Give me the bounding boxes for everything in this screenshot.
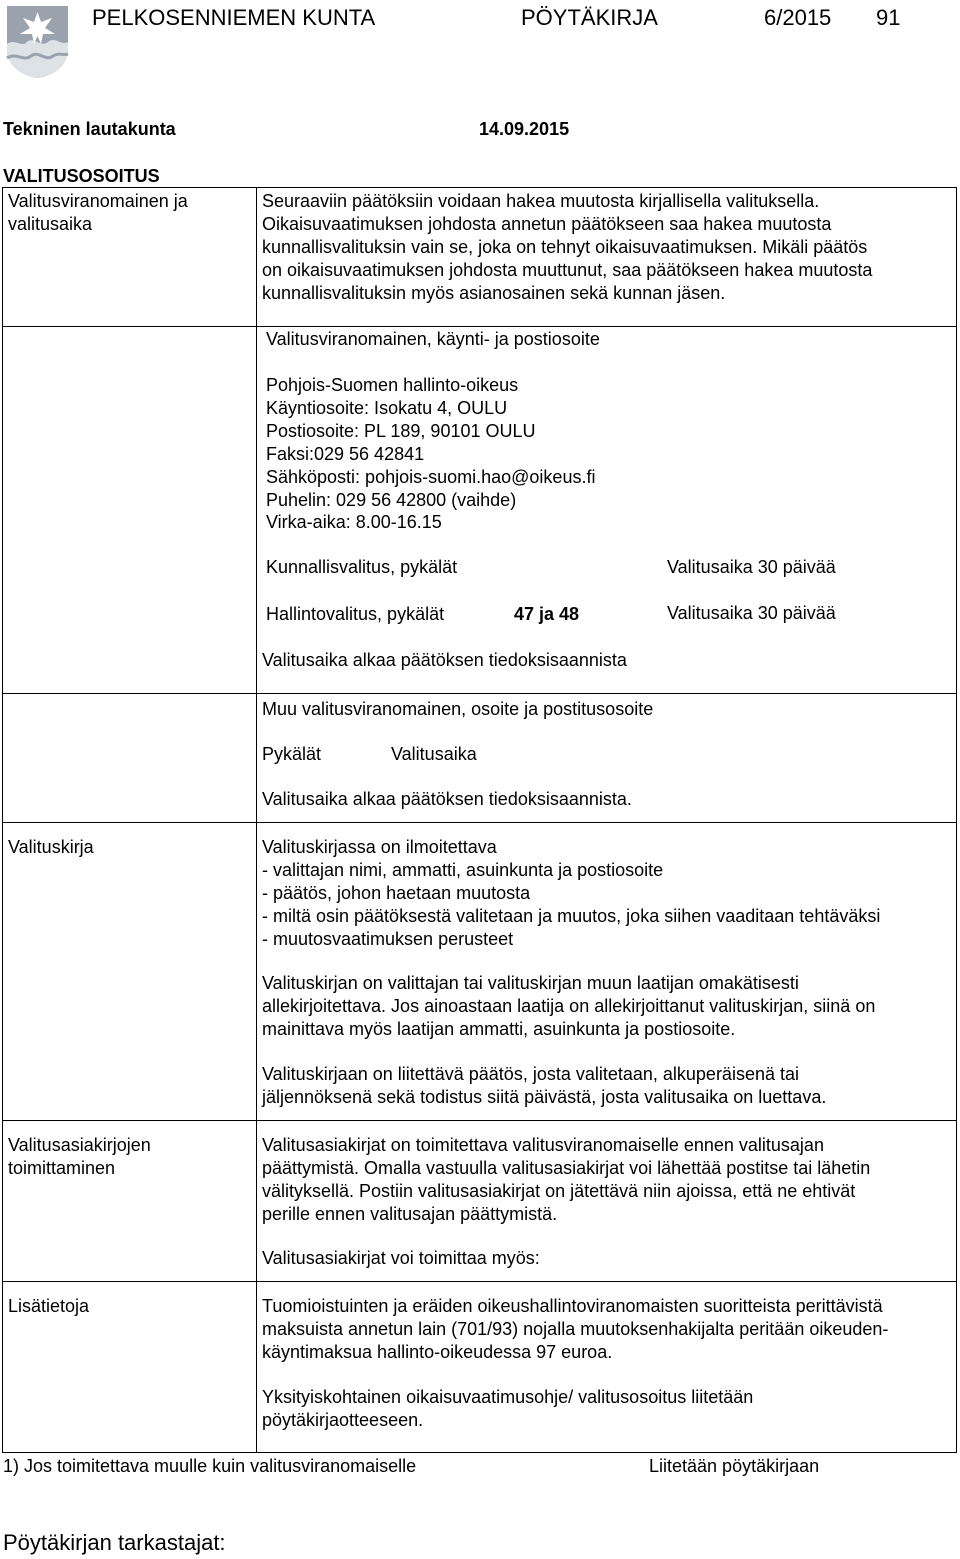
appeal-intro-text: Seuraaviin päätöksiin voidaan hakea muutosta kirjallisella valituksella. Oikaisuvaatimuksen johdosta annetun päätökseen saa hakea muutosta kunnallisvalituksin vain se, joka on tehnyt oikaisuvaatimuksen. Mikäli päätös on oikaisuvaatimuksen johdosta muuttunut, saa päätökseen hakea muutosta kunnallisvalituksin myös asianosainen sekä kunnan jäsen. [262, 191, 873, 303]
other-authority-period-label: Valitusaika [391, 744, 477, 764]
admin-appeal-period: Valitusaika 30 päivää [667, 603, 836, 623]
table-column-divider [256, 187, 257, 1453]
header-page-number: 91 [876, 5, 901, 30]
email: Sähköposti: pohjois-suomi.hao@oikeus.fi [266, 466, 596, 487]
row-divider [2, 1120, 957, 1121]
table-border-right [956, 187, 957, 1453]
table-border-left [2, 187, 3, 1453]
reviewers-label: Pöytäkirjan tarkastajat: [3, 1530, 226, 1555]
office-hours: Virka-aika: 8.00-16.15 [266, 512, 442, 533]
appeal-letter-signing: Valituskirjan on valittajan tai valituskirjan muun laatijan omakätisesti allekirjoitettava. Jos ainoastaan laatija on allekirjoittanut valituskirjan, siinä on mainittava myös laatijan ammatti, asuinkunta ja postiosoite. [262, 973, 876, 1039]
footnote: 1) Jos toimitettava muulle kuin valitusviranomaiselle [3, 1456, 417, 1476]
other-authority-sections-label: Pykälät [262, 744, 322, 764]
document-delivery-also: Valitusasiakirjat voi toimittaa myös: [262, 1248, 540, 1268]
appeal-letter-attachments: Valituskirjaan on liitettävä päätös, josta valitetaan, alkuperäisenä tai jäljennöksenä sekä todistus siitä päivästä, josta valitusaika on luettava. [262, 1064, 827, 1107]
appeal-letter-requirements: Valituskirjassa on ilmoitettava - valittajan nimi, ammatti, asuinkunta ja postiosoite - päätös, johon haetaan muutosta - miltä osin päätöksestä valitetaan ja muutos, joka siihen vaaditaan tehtäväksi - muutosvaatimuksen perusteet [262, 837, 881, 949]
table-border-top [2, 187, 957, 188]
fee-info-text: Tuomioistuinten ja eräiden oikeushallintoviranomaisten suoritteista perittävistä maksuista annetun lain (701/93) nojalla muutoksenhakijalta peritään oikeuden- käyntimaksua hallinto-oikeudessa 97 euroa. [262, 1296, 889, 1362]
attached-note: Liitetään pöytäkirjaan [649, 1456, 820, 1476]
admin-appeal-label: Hallintovalitus, pykälät [266, 604, 445, 624]
municipal-appeal-period: Valitusaika 30 päivää [667, 557, 836, 577]
label-document-delivery: Valitusasiakirjojen toimittaminen [8, 1135, 151, 1178]
authority-address [266, 374, 595, 534]
header-document-number: 6/2015 [764, 5, 832, 30]
label-additional-info: Lisätietoja [8, 1296, 90, 1316]
label-appeal-authority-and-period: Valitusviranomainen ja valitusaika [8, 191, 188, 234]
phone: Puhelin: 029 56 42800 (vaihde) [266, 489, 517, 510]
label-appeal-letter: Valituskirja [8, 837, 94, 857]
municipality-coat-of-arms-logo [5, 4, 70, 79]
postal-address: Postiosoite: PL 189, 90101 OULU [266, 420, 536, 441]
meeting-body: Tekninen lautakunta [3, 119, 176, 139]
other-authority-period-start: Valitusaika alkaa päätöksen tiedoksisaannista. [262, 789, 632, 809]
header-municipality: PELKOSENNIEMEN KUNTA [92, 5, 376, 30]
meeting-date: 14.09.2015 [479, 119, 570, 139]
row-divider [2, 1281, 957, 1282]
authority-name: Pohjois-Suomen hallinto-oikeus [266, 375, 519, 395]
document-delivery-text: Valitusasiakirjat on toimitettava valitusviranomaiselle ennen valitusajan päättymistä. Omalla vastuulla valitusasiakirjat voi lähettää postitse tai lähetin välityksellä. Postiin valitusasiakirjat on jätettävä niin ajoissa, että ne ehtivät perille ennen valitusajan päättymistä. [262, 1135, 871, 1224]
row-divider [2, 693, 957, 694]
header-document-type: PÖYTÄKIRJA [521, 5, 658, 30]
section-title: VALITUSOSOITUS [3, 166, 160, 186]
other-authority-heading: Muu valitusviranomainen, osoite ja postitusosoite [262, 699, 654, 719]
appeal-period-start: Valitusaika alkaa päätöksen tiedoksisaannista [262, 650, 627, 670]
municipal-appeal-label: Kunnallisvalitus, pykälät [266, 557, 458, 577]
table-border-bottom [2, 1452, 957, 1453]
admin-appeal-sections: 47 ja 48 [514, 604, 580, 624]
instructions-text: Yksityiskohtainen oikaisuvaatimusohje/ valitusosoitus liitetään pöytäkirjaotteeseen. [262, 1387, 754, 1430]
row-divider [2, 326, 957, 327]
visiting-address: Käyntiosoite: Isokatu 4, OULU [266, 397, 508, 418]
authority-heading: Valitusviranomainen, käynti- ja postiosoite [266, 329, 600, 349]
fax: Faksi:029 56 42841 [266, 443, 425, 464]
row-divider [2, 822, 957, 823]
